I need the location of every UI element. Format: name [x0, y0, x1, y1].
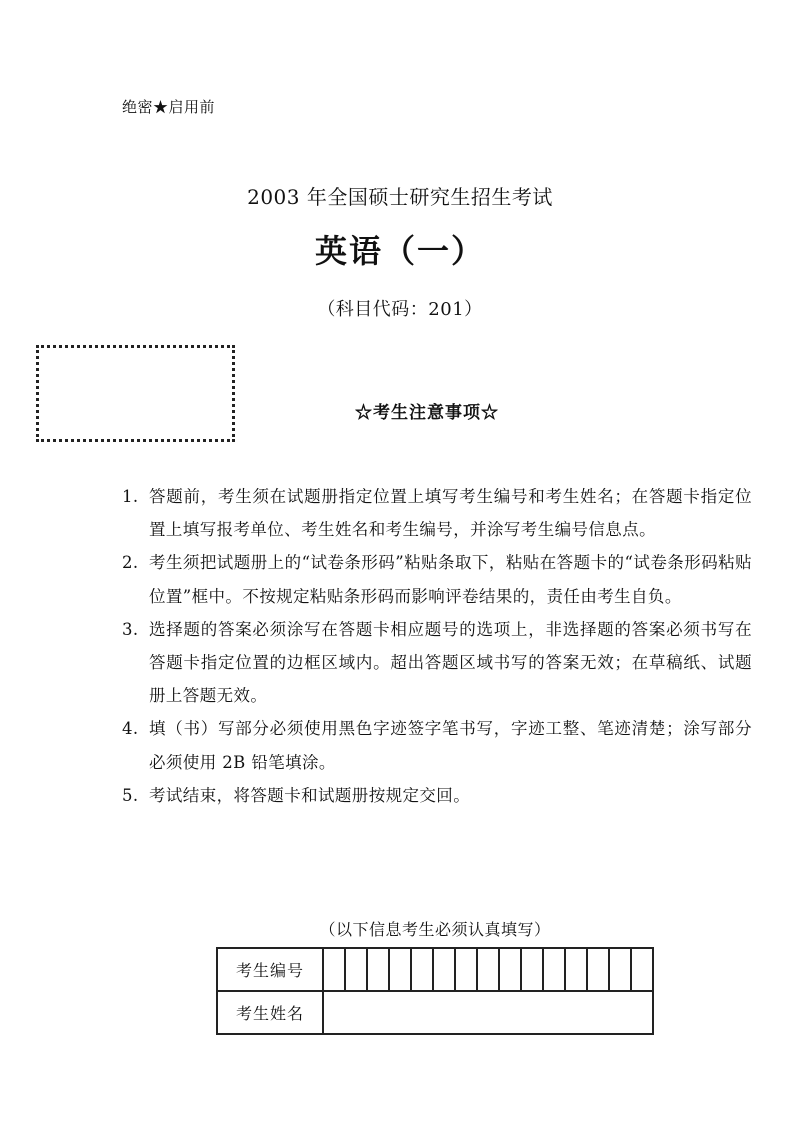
- candidate-number-cell[interactable]: [477, 948, 499, 991]
- subject-title: 英语（一）: [314, 232, 485, 270]
- candidate-info-table: [216, 947, 654, 1035]
- candidate-number-cell[interactable]: [433, 948, 455, 991]
- instruction-number: 5.: [122, 785, 139, 805]
- candidate-number-cell[interactable]: [411, 948, 433, 991]
- candidate-number-cell[interactable]: [389, 948, 411, 991]
- candidate-number-cell[interactable]: [345, 948, 367, 991]
- candidate-number-cell[interactable]: [587, 948, 609, 991]
- candidate-number-cell[interactable]: [543, 948, 565, 991]
- candidate-number-cell[interactable]: [609, 948, 631, 991]
- instruction-number: 3.: [122, 619, 139, 639]
- instruction-text: 填（书）写部分必须使用黑色字迹签字笔书写，字迹工整、笔迹清楚；涂写部分必须使用 2B 铅笔填涂。: [149, 719, 752, 772]
- instruction-text: 考试结束，将答题卡和试题册按规定交回。: [149, 785, 471, 805]
- notice-title: ☆考生注意事项☆: [355, 403, 499, 423]
- subject-code: （科目代码：201）: [317, 299, 483, 320]
- instructions-list: [122, 480, 752, 812]
- candidate-number-cell[interactable]: [521, 948, 543, 991]
- instruction-number: 4.: [122, 719, 139, 739]
- instruction-item: [122, 712, 752, 778]
- candidate-name-field[interactable]: [323, 991, 653, 1034]
- instruction-number: 2.: [122, 553, 139, 573]
- candidate-number-cell[interactable]: [367, 948, 389, 991]
- instruction-item: [122, 779, 752, 812]
- candidate-name-label: 考生姓名: [217, 991, 323, 1034]
- instruction-text: 选择题的答案必须涂写在答题卡相应题号的选项上，非选择题的答案必须书写在答题卡指定位置的边框区域内。超出答题区域书写的答案无效；在草稿纸、试题册上答题无效。: [149, 619, 752, 706]
- instruction-text: 考生须把试题册上的“试卷条形码”粘贴条取下，粘贴在答题卡的“试卷条形码粘贴位置”框中。不按规定粘贴条形码而影响评卷结果的，责任由考生自负。: [149, 553, 752, 606]
- instruction-item: [122, 546, 752, 612]
- instruction-text: 答题前，考生须在试题册指定位置上填写考生编号和考生姓名；在答题卡指定位置上填写报考单位、考生姓名和考生编号，并涂写考生编号信息点。: [149, 487, 752, 540]
- instruction-item: [122, 480, 752, 546]
- instruction-item: [122, 613, 752, 713]
- candidate-number-cell[interactable]: [455, 948, 477, 991]
- fill-hint: （以下信息考生必须认真填写）: [319, 920, 551, 939]
- candidate-number-label: 考生编号: [217, 948, 323, 991]
- barcode-sticker-area: [36, 345, 235, 442]
- candidate-number-cell[interactable]: [631, 948, 653, 991]
- candidate-number-row: [217, 948, 653, 991]
- candidate-name-row: [217, 991, 653, 1034]
- exam-title: 2003 年全国硕士研究生招生考试: [247, 185, 553, 209]
- candidate-number-cell[interactable]: [499, 948, 521, 991]
- candidate-number-cell[interactable]: [323, 948, 345, 991]
- confidentiality-mark: 绝密★启用前: [122, 98, 216, 116]
- instruction-number: 1.: [122, 487, 139, 506]
- candidate-number-cell[interactable]: [565, 948, 587, 991]
